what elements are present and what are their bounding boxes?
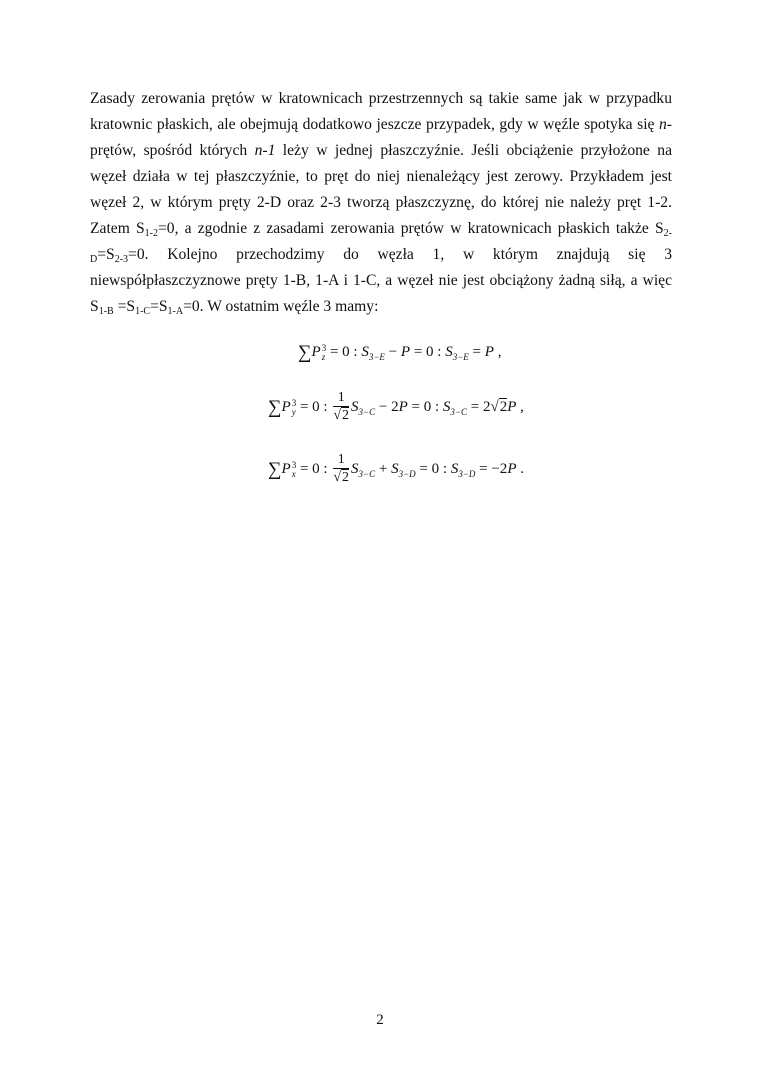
subscript: 3−E — [452, 352, 469, 362]
subscript: 1-A — [167, 306, 184, 317]
text-run: -prętów, spośród których — [90, 116, 672, 159]
fraction-denominator: √2 — [333, 408, 350, 423]
fraction-denominator: √2 — [333, 470, 350, 485]
eq-var: P — [311, 344, 321, 360]
text-run-italic: n-1 — [254, 142, 276, 159]
equation-sum-py — [268, 390, 524, 425]
eq-text: − — [384, 344, 401, 360]
fraction — [333, 390, 349, 425]
subscript: 3−C — [450, 406, 467, 417]
text-run: =0. Kolejno przechodzimy do węzła 1, w którym znajdują się 3 niewspółpłaszczyznowe pręty 1-B, 1-A i 1-C, a węzeł nie jest obciążony żadną siłą, a więc S — [90, 246, 672, 315]
eq-var: S — [445, 344, 453, 360]
eq-var: S — [450, 460, 459, 477]
eq-text: = 0 : — [410, 344, 446, 360]
body-paragraph — [90, 86, 672, 320]
subscript: 1-2 — [144, 228, 159, 239]
subscript: 3−C — [358, 468, 376, 479]
eq-var: S — [442, 398, 451, 415]
text-run: =S — [97, 246, 115, 263]
eq-text: = 0 : — [296, 460, 332, 477]
subscript: 1-C — [135, 306, 151, 317]
sqrt-radicand: 2 — [499, 398, 508, 415]
equation-sum-px — [268, 452, 524, 487]
superscript: 3 — [291, 459, 297, 470]
fraction-numerator: 1 — [333, 390, 349, 407]
subscript: 3−D — [398, 468, 416, 479]
text-run-italic: n — [659, 116, 667, 133]
superscript: 3 — [291, 397, 297, 408]
subscript: z — [321, 351, 326, 362]
eq-var: S — [391, 460, 399, 477]
subscript: 3−E — [368, 352, 385, 362]
sum-symbol: ∑ — [268, 396, 282, 418]
eq-text: , — [493, 344, 502, 360]
sqrt-symbol: √ — [490, 398, 499, 415]
eq-var: S — [351, 460, 359, 477]
text-run: =0. W ostatnim węźle 3 mamy: — [183, 298, 379, 315]
fraction-numerator: 1 — [333, 452, 349, 469]
eq-text: = 0 : — [407, 398, 443, 415]
subscript: 3−D — [458, 468, 476, 479]
sqrt-radicand: 2 — [342, 408, 350, 423]
eq-text: = 2 — [466, 398, 491, 415]
text-run: =S — [113, 298, 136, 315]
eq-text: = −2 — [475, 460, 508, 477]
eq-text: = 0 : — [415, 460, 451, 477]
eq-var: P — [281, 398, 291, 415]
eq-var: S — [361, 344, 369, 360]
equation-sum-pz — [298, 342, 501, 364]
text-run: =S — [150, 298, 168, 315]
eq-var: S — [351, 398, 359, 415]
subscript: 2-3 — [114, 254, 129, 265]
subscript: 1-B — [98, 306, 114, 317]
subscript: y — [291, 406, 296, 417]
eq-var: P — [484, 344, 494, 360]
eq-var: P — [507, 398, 517, 415]
sqrt-radicand: 2 — [342, 470, 350, 485]
eq-var: P — [398, 398, 408, 415]
eq-text: = — [468, 344, 485, 360]
eq-text: = 0 : — [326, 344, 362, 360]
eq-text: . — [516, 460, 524, 477]
eq-text: + — [375, 460, 392, 477]
text-run: leży w jednej płaszczyźnie. Jeśli obciążenie przyłożone na węzeł działa w tej płaszczyźnie, to pręt do niej nienależący jest zerowy. Przykładem jest węzeł 2, w którym pręty 2-D oraz 2-3 tworzą płaszczyznę, do której nie należy pręt 1-2. Zatem S — [90, 142, 672, 237]
subscript: 3−C — [358, 406, 376, 417]
eq-var: P — [507, 460, 517, 477]
subscript: 2-D — [90, 228, 672, 265]
eq-text: − 2 — [375, 398, 399, 415]
page-number: 2 — [376, 1012, 384, 1028]
text-run: =0, a zgodnie z zasadami zerowania prętów w kratownicach płaskich także S — [158, 220, 664, 237]
text-run: Zasady zerowania prętów w kratownicach przestrzennych są takie same jak w przypadku kratownic płaskich, ale obejmują dodatkowo jeszcze przypadek, gdy w węźle spotyka się — [90, 90, 672, 133]
eq-text: , — [516, 398, 524, 415]
subscript: x — [291, 468, 296, 479]
sum-symbol: ∑ — [298, 342, 312, 363]
eq-text: = 0 : — [296, 398, 332, 415]
fraction — [333, 452, 349, 487]
eq-var: P — [400, 344, 411, 360]
eq-var: P — [281, 460, 291, 477]
superscript: 3 — [321, 342, 327, 353]
sum-symbol: ∑ — [268, 458, 282, 480]
